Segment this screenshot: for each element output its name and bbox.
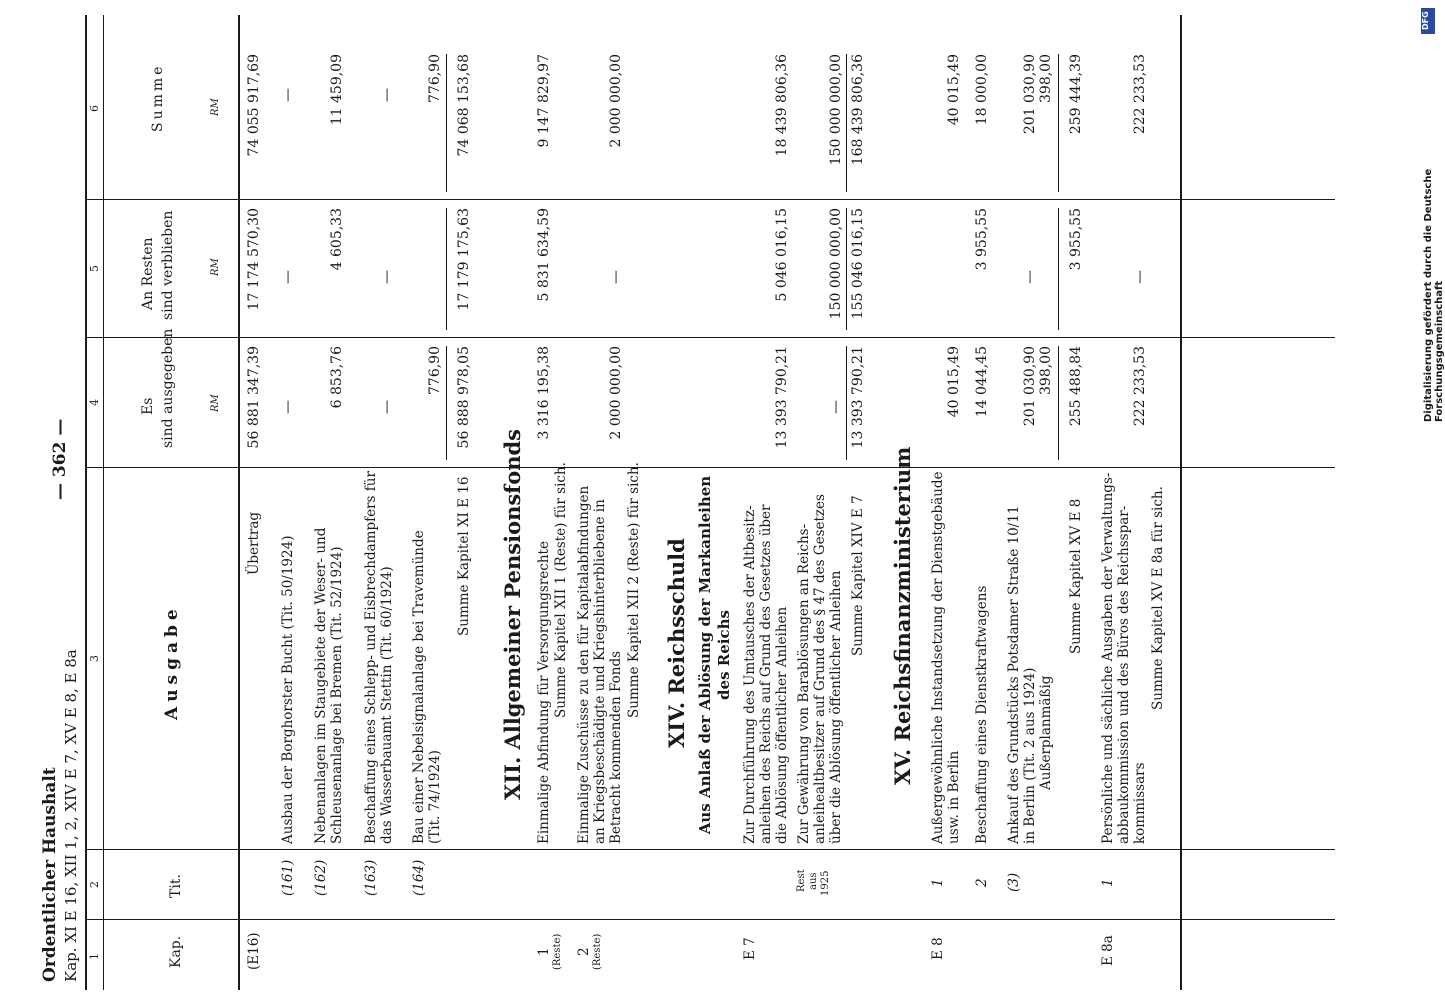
- sum-xi-c4: 56 888 978,05: [456, 346, 472, 449]
- tit-162: (162): [313, 859, 329, 896]
- funding-note: Digitalisierung gefördert durch die Deutsche Forschungsgemeinschaft: [1423, 168, 1445, 422]
- uebertrag-label: Übertrag: [246, 511, 262, 575]
- e8-2-c4: 14 044,45: [974, 346, 990, 418]
- tit-164: (164): [411, 859, 427, 896]
- e8-2-tit: 2: [974, 878, 990, 887]
- sum-xii1-label: Summe Kapitel XII 1 (Reste) für sich.: [553, 462, 569, 718]
- e8-3-c5: —: [1022, 270, 1038, 284]
- t164-line2: (Tit. 74/1924): [427, 750, 443, 844]
- t162-line2: Schleusenanlage bei Bremen (Tit. 52/1924): [329, 546, 345, 844]
- sum-xi-c6: 74 068 153,68: [456, 54, 472, 157]
- xiv-rule-c6: [846, 54, 847, 192]
- kap-xii-1-note: (Reste): [552, 933, 563, 970]
- sum-xv8a-label: Summe Kapitel XV E 8a für sich.: [1150, 486, 1166, 710]
- t163-c6: —: [379, 88, 395, 102]
- t162-c4: 6 853,76: [329, 346, 345, 409]
- col5-unit: RM: [210, 258, 221, 276]
- section-xii-title: XII. Allgemeiner Pensionsfonds: [500, 429, 525, 800]
- e7b-line2: anleihealtbesitzer auf Grund des § 47 des Gesetzes: [812, 494, 828, 844]
- e8-2-text: Beschaffung eines Dienstkraftwagens: [974, 585, 990, 844]
- kap-xii-1: 1: [536, 947, 552, 956]
- e8-1-line2: usw. in Berlin: [946, 750, 962, 844]
- xii2-c6: 2 000 000,00: [608, 54, 624, 148]
- e8-3-c6b: 398,00: [1038, 54, 1054, 103]
- e8a-line1: Persönliche und sächliche Ausgaben der Verwaltungs-: [1100, 472, 1116, 844]
- xii1-c4: 3 316 195,38: [536, 346, 552, 440]
- xii2-c5: —: [608, 270, 624, 284]
- col4-header-line1: Es: [140, 397, 156, 415]
- xii2-line2: an Kriegsbeschädigte und Kriegshinterbliebene in: [592, 499, 608, 844]
- dfg-logo: DFG: [1421, 8, 1435, 34]
- subtotal-rule-c4: [446, 346, 447, 460]
- e8-2-c6: 18 000,00: [974, 54, 990, 126]
- tit-161: (161): [280, 859, 296, 896]
- column-number-rule: [103, 15, 104, 990]
- t163-line2: das Wasserbauamt Stettin (Tit. 60/1924): [379, 566, 395, 844]
- uebertrag-c4: 56 881 347,39: [246, 346, 262, 449]
- col-number-5: 5: [88, 265, 101, 272]
- col6-unit: RM: [210, 98, 221, 116]
- section-xiv-title: XIV. Reichsschuld: [664, 538, 689, 748]
- e8-3-c6a: 201 030,90: [1022, 54, 1038, 135]
- e7b-rest-line1: Rest: [796, 869, 807, 892]
- sum-xv8-label: Summe Kapitel XV E 8: [1068, 498, 1084, 654]
- subtotal-rule-c5: [446, 208, 447, 330]
- xiv-rule-c5: [846, 208, 847, 330]
- e8a-tit: 1: [1100, 878, 1116, 887]
- sum-xii2-label: Summe Kapitel XII 2 (Reste) für sich.: [626, 462, 642, 718]
- uebertrag-c6: 74 055 917,69: [246, 54, 262, 157]
- kap-e16: (E16): [246, 932, 262, 970]
- e8a-c6: 222 233,53: [1132, 54, 1148, 135]
- xv8-rule-c6: [1058, 54, 1059, 192]
- e7-line1: Zur Durchführung des Umtausches der Altbesitz-: [742, 505, 758, 844]
- sum-xiv-c4: 13 393 790,21: [850, 346, 866, 449]
- e8a-c4: 222 233,53: [1132, 346, 1148, 427]
- e8-1-c6: 40 015,49: [946, 54, 962, 126]
- page-number: — 362 —: [50, 418, 70, 500]
- e8-3-line3: Außerplanmäßig: [1038, 675, 1054, 790]
- chapter-list: Kap. XI E 16, XII 1, 2, XIV E 7, XV E 8, E 8a: [62, 649, 80, 982]
- e7-c5: 5 046 016,15: [774, 208, 790, 302]
- xii1-text: Einmalige Abfindung für Versorgungsrechte: [536, 541, 552, 844]
- t161-c5: —: [280, 270, 296, 284]
- e7b-rest-line3: 1925: [820, 870, 831, 896]
- t162-line1: Nebenanlagen im Staugebiete der Weser- und: [313, 527, 329, 844]
- tit-163: (163): [363, 859, 379, 896]
- sum-xv8-c4: 255 488,84: [1068, 346, 1084, 427]
- t162-c5: 4 605,33: [329, 208, 345, 271]
- t163-c5: —: [379, 270, 395, 284]
- col-number-1: 1: [88, 953, 101, 960]
- col-number-2: 2: [88, 881, 101, 888]
- table-bottom-rule: [1180, 15, 1182, 990]
- e7b-line3: über die Ablösung öffentlicher Anleihen: [828, 570, 844, 844]
- table-top-rule: [85, 15, 87, 990]
- t161-text: Ausbau der Borghorster Bucht (Tit. 50/1924): [280, 535, 296, 844]
- e8-3-c4a: 201 030,90: [1022, 346, 1038, 427]
- xii2-c4: 2 000 000,00: [608, 346, 624, 440]
- xii2-line3: Betracht kommenden Fonds: [608, 650, 624, 844]
- t162-c6: 11 459,09: [329, 54, 345, 126]
- col5-header-line2: sind verblieben: [160, 210, 176, 320]
- budget-title: Ordentlicher Haushalt: [40, 767, 60, 982]
- col-divider-2: [85, 849, 1335, 850]
- t161-c4: —: [280, 400, 296, 414]
- e8a-line2: abbaukommission und des Büros des Reichsspar-: [1116, 505, 1132, 844]
- t163-line1: Beschaffung eines Schlepp- und Eisbrechdampfers für: [363, 471, 379, 844]
- xiv-subtitle-line1: Aus Anlaß der Ablösung der Markanleihen: [696, 475, 714, 835]
- xiv-rule-c4: [846, 346, 847, 460]
- sum-xv8-c5: 3 955,55: [1068, 208, 1084, 271]
- t164-line1: Bau einer Nebelsignalanlage bei Travemünde: [411, 530, 427, 844]
- e7b-rest-line2: aus: [808, 872, 819, 890]
- col5-header-line1: An Resten: [140, 237, 156, 310]
- e7-c6: 18 439 806,36: [774, 54, 790, 157]
- col-number-4: 4: [88, 399, 101, 406]
- e8-2-c5: 3 955,55: [974, 208, 990, 271]
- e7b-line1: Zur Gewährung von Barablösungen an Reichs-: [796, 523, 812, 844]
- e8-3-c4b: 398,00: [1038, 346, 1054, 395]
- col-number-3: 3: [88, 655, 101, 662]
- e8-1-line1: Außergewöhnliche Instandsetzung der Dienstgebäude: [930, 471, 946, 844]
- e7b-c4: —: [828, 400, 844, 414]
- t164-c4: 776,90: [427, 346, 443, 395]
- section-xv-title: XV. Reichsfinanzministerium: [890, 446, 915, 785]
- e7b-c5: 150 000 000,00: [828, 208, 844, 320]
- ausgabe-header: Ausgabe: [162, 604, 182, 720]
- e8a-c5: —: [1132, 270, 1148, 284]
- sum-xi-label: Summe Kapitel XI E 16: [456, 476, 472, 636]
- kap-e8a: E 8a: [1100, 935, 1116, 966]
- xii1-c6: 9 147 829,97: [536, 54, 552, 148]
- sum-xi-c5: 17 179 175,63: [456, 208, 472, 311]
- e8-3-tit: (3): [1006, 872, 1022, 892]
- e7-c4: 13 393 790,21: [774, 346, 790, 449]
- col4-unit: RM: [210, 394, 221, 412]
- xv8-rule-c5: [1058, 208, 1059, 330]
- e8-1-c4: 40 015,49: [946, 346, 962, 418]
- sum-xiv-label: Summe Kapitel XIV E 7: [850, 495, 866, 656]
- xii2-line1: Einmalige Zuschüsse zu den für Kapitalabfindungen: [576, 485, 592, 844]
- e7-line3: die Ablösung öffentlicher Anleihen: [774, 606, 790, 844]
- col-divider-4: [85, 337, 1335, 338]
- t163-c4: —: [379, 400, 395, 414]
- sum-xiv-c6: 168 439 806,36: [850, 54, 866, 166]
- tit-header: Tit.: [168, 874, 184, 898]
- header-bottom-rule: [238, 15, 240, 990]
- kap-xii-2-note: (Reste): [592, 933, 603, 970]
- col-divider-5: [85, 199, 1335, 200]
- xii1-c5: 5 831 634,59: [536, 208, 552, 302]
- t164-c6: 776,90: [427, 54, 443, 103]
- e8-3-line2: in Berlin (Tit. 2 aus 1924): [1022, 667, 1038, 844]
- col-divider-3: [85, 467, 1335, 468]
- t161-c6: —: [280, 88, 296, 102]
- sum-xv8-c6: 259 444,39: [1068, 54, 1084, 135]
- e7-line2: anleihen des Reichs auf Grund des Gesetzes über: [758, 504, 774, 844]
- e8a-line3: kommissars: [1132, 762, 1148, 844]
- xv8-rule-c4: [1058, 346, 1059, 460]
- kap-header: Kap.: [168, 935, 184, 968]
- uebertrag-c5: 17 174 570,30: [246, 208, 262, 311]
- sum-xiv-c5: 155 046 016,15: [850, 208, 866, 320]
- xiv-subtitle-line2: des Reichs: [715, 610, 733, 700]
- col6-header: Summe: [150, 63, 166, 132]
- col-number-6: 6: [88, 105, 101, 112]
- kap-e8: E 8: [930, 937, 946, 960]
- col-divider-1: [85, 919, 1335, 920]
- e7b-c6: 150 000 000,00: [828, 54, 844, 166]
- e8-3-line1: Ankauf des Grundstücks Potsdamer Straße 10/11: [1006, 505, 1022, 844]
- subtotal-rule-c6: [446, 54, 447, 192]
- e8-1-tit: 1: [930, 878, 946, 887]
- kap-e7: E 7: [742, 937, 758, 960]
- col4-header-line2: sind ausgegeben: [160, 328, 176, 448]
- kap-xii-2: 2: [576, 947, 592, 956]
